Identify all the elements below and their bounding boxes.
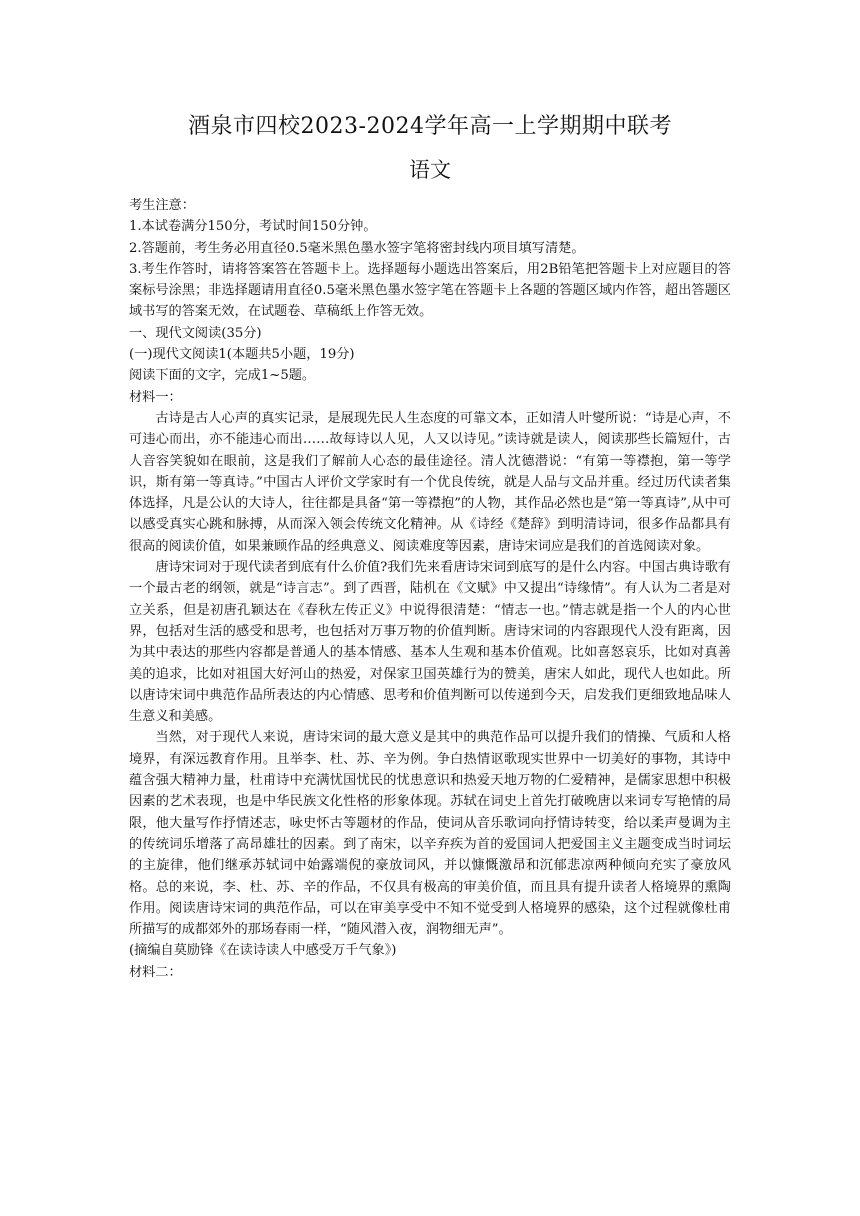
reading-instruction: 阅读下面的文字，完成1~5题。 — [129, 368, 316, 384]
material-label: 材料一： — [129, 389, 182, 405]
exam-title: 酒泉市四校2023-2024学年高一上学期期中联考 — [188, 114, 672, 139]
material-paragraph: 古诗是古人心声的真实记录，是展现先民人生态度的可靠文本，正如清人叶燮所说：“诗是心声，不可违心而出，亦不能违心而出……故每诗以人见，人又以诗见。”读诗就是读人，阅读那些长篇短什，古人音容笑貌如在眼前，这是我们了解前人心态的最佳途径。清人沈德潜说：“有第一等襟抱，第一等学识，斯有第一等真诗。”中国古人评价文学家时有一个优良传统，就是人品与文品并重。经过历代读者集体选择，凡是公认的大诗人，往往都是具备“第一等襟抱”的人物，其作品必然也是“第一等真诗”,从中可以感受真实心跳和脉搏，从而深入领会传统文化精神。从《诗经《楚辞》到明清诗词，很多作品都具有很高的阅读价值，如果兼顾作品的经典意义、阅读难度等因素，唐诗宋词应是我们的首选阅读对象。 — [129, 410, 731, 554]
notice-item: 1.本试卷满分150分，考试时间150分钟。 — [129, 219, 377, 235]
notice-item: 2.答题前，考生务必用直径0.5毫米黑色墨水签字笔将密封线内项目填写清楚。 — [129, 240, 585, 256]
exam-page — [129, 112, 731, 983]
source-citation: (摘编自莫励锋《在读诗读人中感受万千气象》) — [129, 943, 397, 959]
material-paragraph: 当然，对于现代人来说，唐诗宋词的最大意义是其中的典范作品可以提升我们的情操、气质和人格境界，有深远教育作用。且举李、杜、苏、辛为例。争白热情讴歌现实世界中一切美好的事物，其诗中蕴含强大精神力量，杜甫诗中充满忧国忧民的忧患意识和热爱天地万物的仁爱精神，是儒家思想中积极因素的艺术表现，也是中华民族文化性格的形象体现。苏轼在词史上首先打破晚唐以来词专写艳情的局限，他大量写作抒情述志，咏史怀古等题材的作品，使词从音乐歌词向抒情诗转变，给以柔声曼调为主的传统词乐增落了高昂雄壮的因素。到了南宋，以辛弃疾为首的爱国词人把爱国主义主题变成当时词坛的主旋律，他们继承苏轼词中始露端倪的豪放词风，并以慷慨激昂和沉郁悲凉两种倾向充实了豪放风格。总的来说，李、杜、苏、辛的作品，不仅具有极高的审美价值，而且具有提升读者人格境界的熏陶作用。阅读唐诗宋词的典范作品，可以在审美享受中不知不觉受到人格境界的感染，这个过程就像杜甫所描写的成都郊外的那场春雨一样，“随风潜入夜，润物细无声”。 — [129, 730, 731, 938]
notice-item: 3.考生作答时，请将答案答在答题卡上。选择题每小题选出答案后，用2B铅笔把答题卡上对应题目的答案标号涂黑；非选择题请用直径0.5毫米黑色墨水签字笔在答题卡上各题的答题区域内作答，超出答题区域书写的答案无效，在试题卷、草稿纸上作答无效。 — [129, 261, 731, 320]
section-heading: 一、现代文阅读(35分) — [129, 325, 262, 341]
subject-title: 语文 — [409, 158, 451, 182]
notice-heading: 考生注意： — [129, 198, 195, 213]
material-paragraph: 唐诗宋词对于现代读者到底有什么价值?我们先来看唐诗宋词到底写的是什么内容。中国古典诗歌有一个最古老的纲领，就是“诗言志”。到了西晋，陆机在《文赋》中又提出“诗缘情”。有人认为二者是对立关系，但是初唐孔颖达在《春秋左传正义》中说得很清楚：“情志一也。”情志就是指一个人的内心世界，包括对生活的感受和思考，也包括对万事万物的价值判断。唐诗宋词的内容跟现代人没有距离，因为其中表达的那些内容都是普通人的基本情感、基本人生观和基本价值观。比如喜怒哀乐，比如对真善美的追求，比如对祖国大好河山的热爱，对保家卫国英雄行为的赞美，唐宋人如此，现代人也如此。所以唐诗宋词中典范作品所表达的内心情感、思考和价值判断可以传递到今天，启发我们更细致地品味人生意义和美感。 — [129, 560, 731, 725]
subsection-heading: (一)现代文阅读1(本题共5小题，19分) — [129, 347, 355, 363]
material-label: 材料二： — [129, 964, 182, 980]
